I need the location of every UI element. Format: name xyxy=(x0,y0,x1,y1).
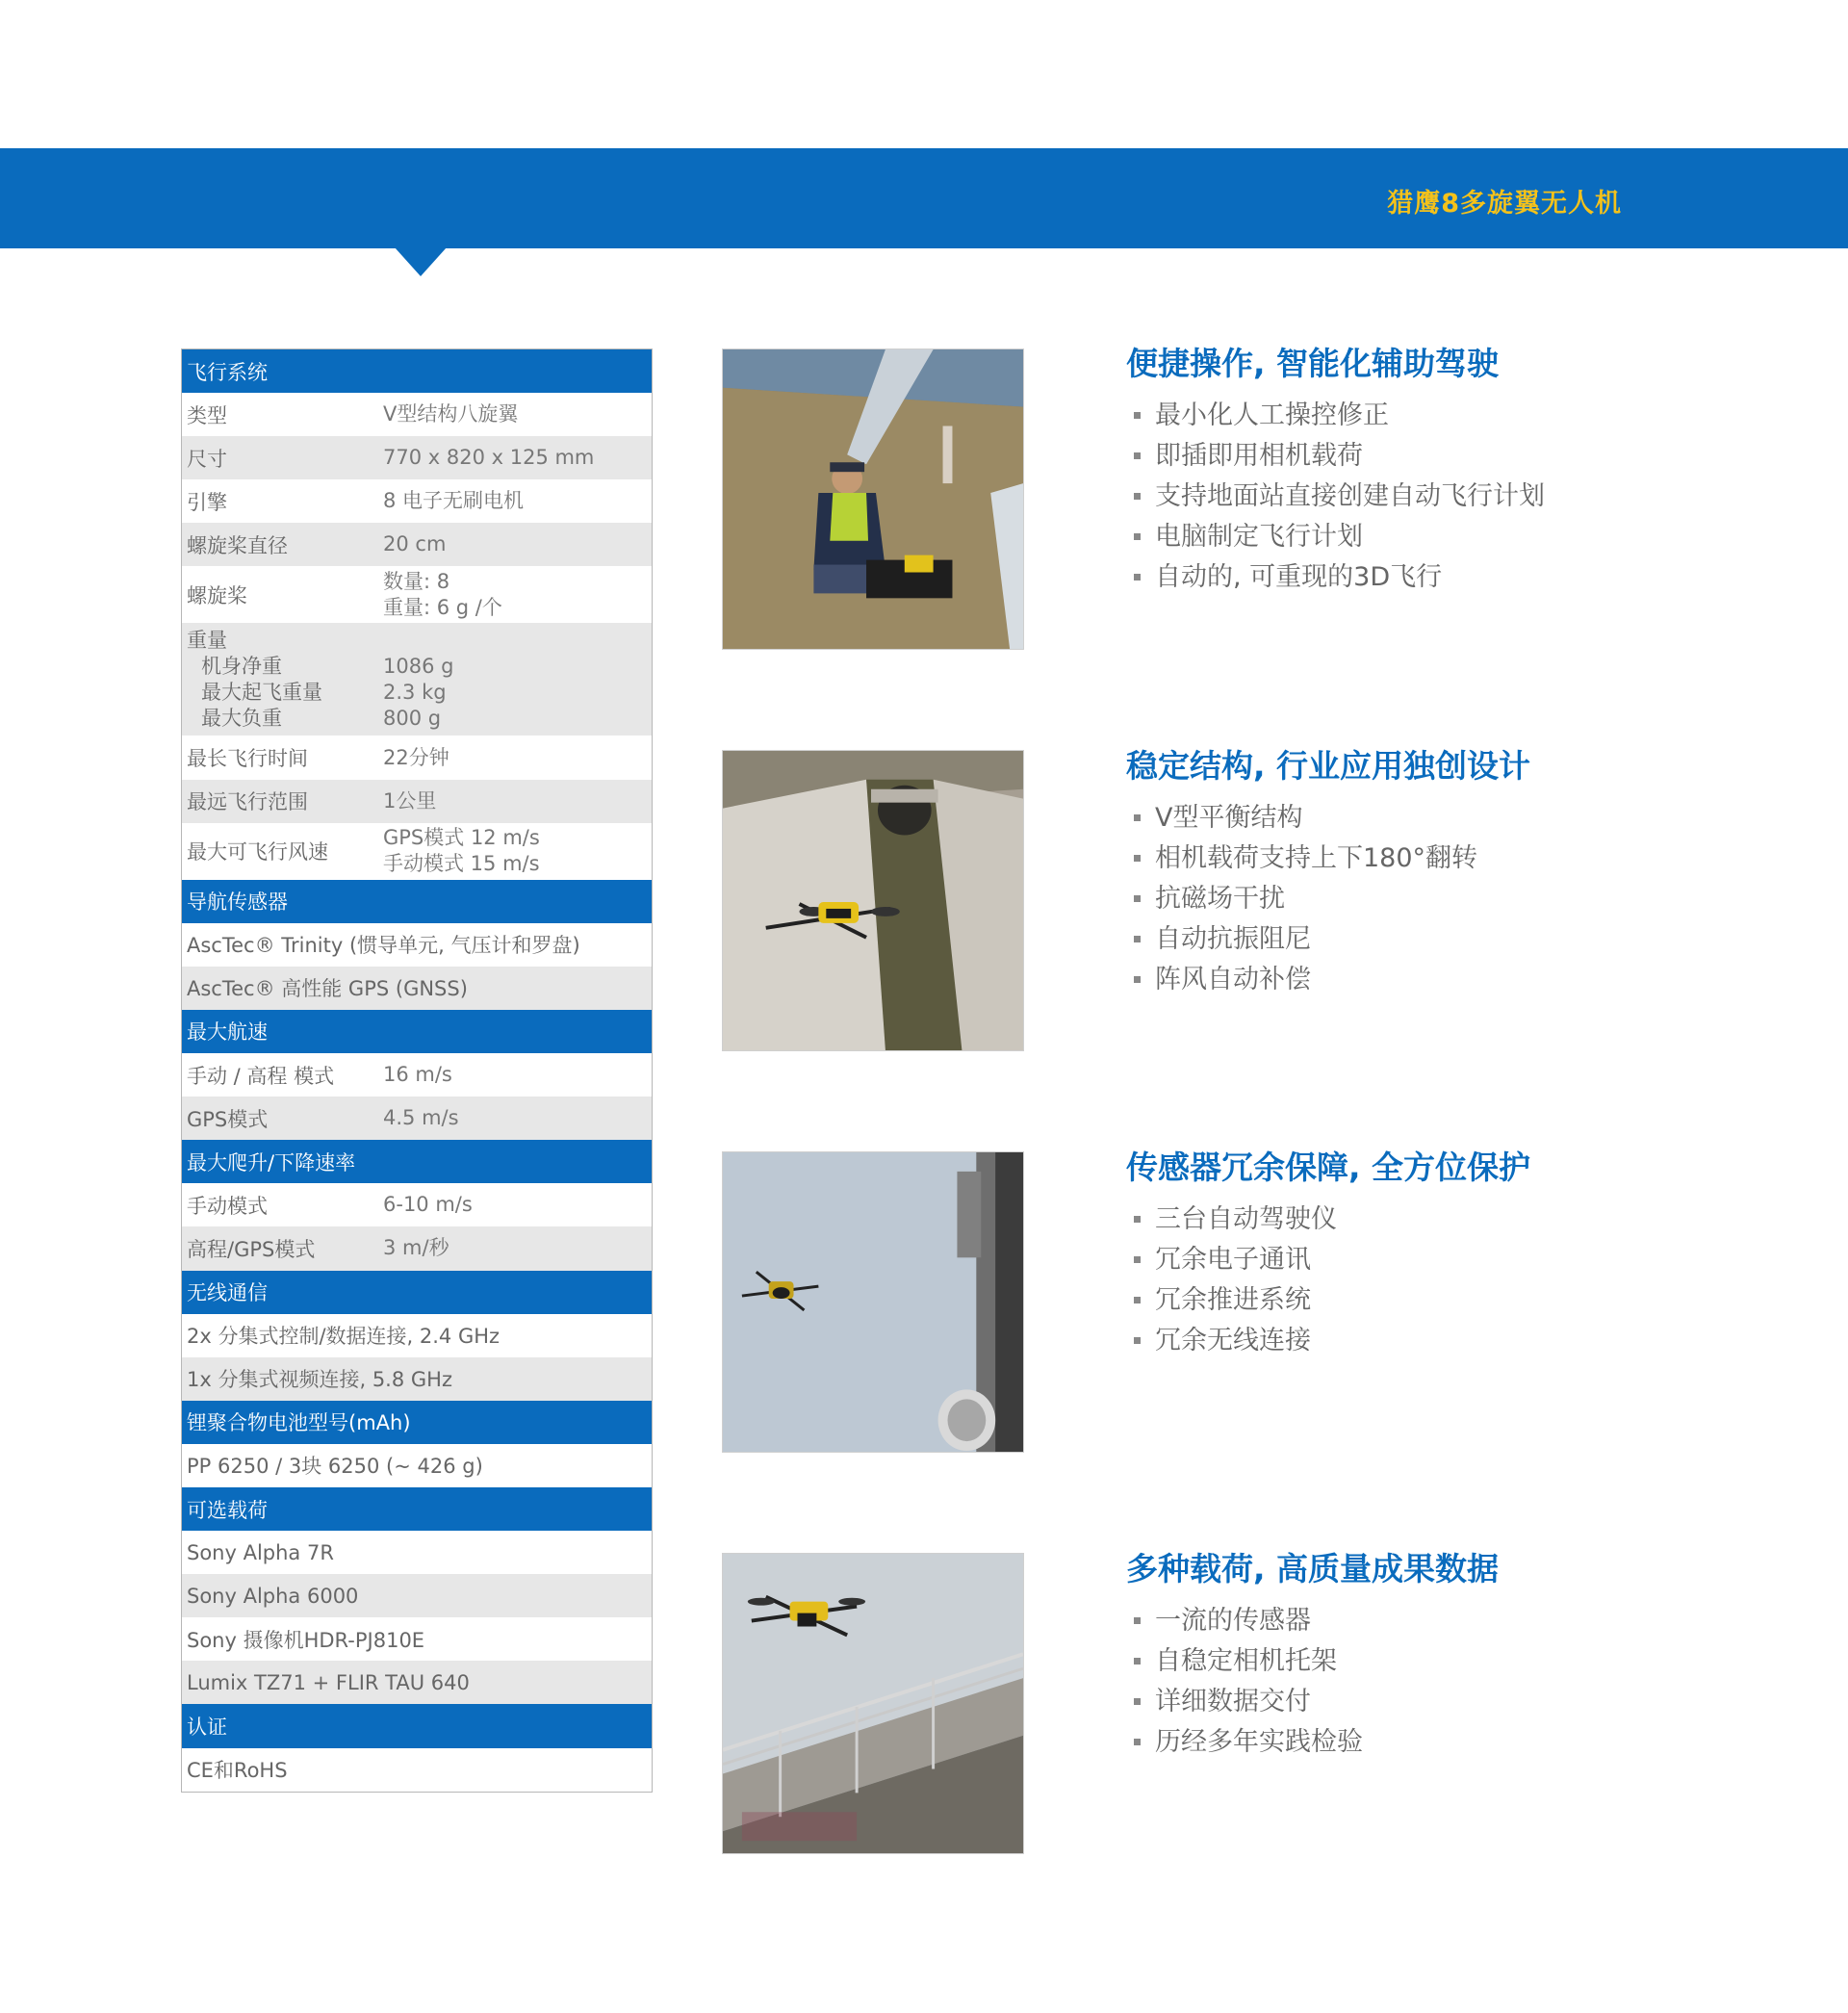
spec-key: 手动 / 高程 模式 xyxy=(187,1064,335,1088)
list-item: 即插即用相机载荷 xyxy=(1134,436,1742,477)
spec-value: V型结构八旋翼 xyxy=(383,402,519,426)
spec-value: 8 电子无刷电机 xyxy=(383,489,525,513)
spec-key: 高程/GPS模式 xyxy=(187,1237,316,1261)
spec-value: 770 x 820 x 125 mm xyxy=(383,446,595,470)
table-row xyxy=(182,1444,652,1487)
feature-title: 传感器冗余保障, 全方位保护 xyxy=(1126,1148,1531,1186)
section-header-climb: 最大爬升/下降速率 xyxy=(182,1140,652,1183)
table-row xyxy=(182,923,652,967)
list-item: 阵风自动补偿 xyxy=(1134,960,1742,1000)
table-row xyxy=(182,1574,652,1617)
list-item: 相机载荷支持上下180°翻转 xyxy=(1134,839,1742,879)
list-item: 冗余无线连接 xyxy=(1134,1321,1742,1361)
spec-key: 尺寸 xyxy=(187,447,227,471)
spec-key: 螺旋桨 xyxy=(187,583,247,607)
section-header-payload: 可选载荷 xyxy=(182,1487,652,1531)
table-row xyxy=(182,393,652,436)
section-header-speed: 最大航速 xyxy=(182,1010,652,1053)
photo-drone-canal xyxy=(722,750,1024,1051)
spec-value xyxy=(383,569,652,621)
spec-text: AscTec® Trinity (惯导单元, 气压计和罗盘) xyxy=(187,934,580,958)
spec-value-line: 手动模式 15 m/s xyxy=(383,852,540,876)
spec-value xyxy=(383,623,652,732)
table-row xyxy=(182,1617,652,1661)
list-item: 一流的传感器 xyxy=(1134,1601,1742,1641)
spec-value xyxy=(383,825,652,877)
spec-text: Sony Alpha 6000 xyxy=(187,1584,359,1608)
table-row xyxy=(182,1748,652,1792)
spec-value-line: 数量: 8 xyxy=(383,569,450,593)
feature-list xyxy=(1126,396,1742,598)
table-row xyxy=(182,1661,652,1704)
spec-subkey: 最大负重 xyxy=(201,707,282,731)
list-item: 最小化人工操控修正 xyxy=(1134,396,1742,436)
list-item: 三台自动驾驶仪 xyxy=(1134,1200,1742,1240)
banner-notch xyxy=(395,247,447,276)
list-item: 支持地面站直接创建自动飞行计划 xyxy=(1134,477,1742,517)
spec-key: 类型 xyxy=(187,403,227,427)
spec-text: CE和RoHS xyxy=(187,1759,288,1783)
spec-value: 22分钟 xyxy=(383,745,449,769)
spec-text: 1x 分集式视频连接, 5.8 GHz xyxy=(187,1368,452,1392)
list-item: 冗余推进系统 xyxy=(1134,1280,1742,1321)
table-row xyxy=(182,823,652,880)
section-header-cert: 认证 xyxy=(182,1704,652,1747)
table-row xyxy=(182,523,652,566)
spec-value: 20 cm xyxy=(383,532,447,556)
spec-value: 4.5 m/s xyxy=(383,1106,459,1130)
list-item: 抗磁场干扰 xyxy=(1134,879,1742,919)
table-row xyxy=(182,780,652,823)
list-item: 历经多年实践检验 xyxy=(1134,1722,1742,1763)
spec-value-line: 2.3 kg xyxy=(383,681,447,705)
spec-value-line: 800 g xyxy=(383,707,442,731)
spec-value: 3 m/秒 xyxy=(383,1236,449,1260)
feature-list xyxy=(1126,1601,1742,1763)
page-title: 猎鹰8多旋翼无人机 xyxy=(1387,189,1622,219)
table-row xyxy=(182,967,652,1010)
spec-value: 1公里 xyxy=(383,788,437,813)
spec-key: 手动模式 xyxy=(187,1194,268,1218)
spec-key: 最大可飞行风速 xyxy=(187,840,328,865)
spec-key-main: 重量 xyxy=(187,629,227,653)
spec-text: Sony 摄像机HDR-PJ810E xyxy=(187,1628,425,1652)
section-header-nav: 导航传感器 xyxy=(182,880,652,923)
list-item: 冗余电子通讯 xyxy=(1134,1240,1742,1280)
table-row xyxy=(182,1531,652,1574)
spec-value-line: GPS模式 12 m/s xyxy=(383,826,540,850)
table-row xyxy=(182,1097,652,1140)
list-item: 自动的, 可重现的3D飞行 xyxy=(1134,557,1742,598)
list-item: V型平衡结构 xyxy=(1134,798,1742,839)
table-row xyxy=(182,1226,652,1270)
spec-value-line: 重量: 6 g /个 xyxy=(383,595,502,619)
spec-key: 最长飞行时间 xyxy=(187,747,308,771)
table-row xyxy=(182,1314,652,1357)
spec-subkey: 机身净重 xyxy=(201,655,282,679)
photo-drone-tower xyxy=(722,1151,1024,1453)
section-header-flight: 飞行系统 xyxy=(182,349,652,393)
spec-key xyxy=(182,623,383,732)
feature-block-2 xyxy=(1126,741,1742,1000)
spec-text: Lumix TZ71 + FLIR TAU 640 xyxy=(187,1670,470,1694)
section-header-battery: 锂聚合物电池型号(mAh) xyxy=(182,1401,652,1444)
spec-value: 6-10 m/s xyxy=(383,1193,473,1217)
feature-title: 便捷操作, 智能化辅助驾驶 xyxy=(1126,345,1500,382)
table-row xyxy=(182,566,652,623)
spec-text: PP 6250 / 3块 6250 (~ 426 g) xyxy=(187,1455,483,1479)
table-row xyxy=(182,736,652,779)
list-item: 自稳定相机托架 xyxy=(1134,1641,1742,1682)
list-item: 自动抗振阻尼 xyxy=(1134,919,1742,960)
feature-list xyxy=(1126,1200,1742,1361)
table-row xyxy=(182,1357,652,1401)
feature-block-3 xyxy=(1126,1143,1742,1361)
spec-value: 16 m/s xyxy=(383,1063,452,1087)
table-row xyxy=(182,623,652,736)
section-header-wireless: 无线通信 xyxy=(182,1271,652,1314)
feature-list xyxy=(1126,798,1742,1000)
list-item: 电脑制定飞行计划 xyxy=(1134,517,1742,557)
spec-key: 螺旋桨直径 xyxy=(187,533,288,557)
spec-value-line: 1086 g xyxy=(383,655,454,679)
spec-subkey: 最大起飞重量 xyxy=(201,681,322,705)
table-row xyxy=(182,479,652,523)
photo-operator-field xyxy=(722,348,1024,650)
spec-text: Sony Alpha 7R xyxy=(187,1540,334,1564)
spec-table xyxy=(181,348,653,1793)
feature-title: 多种载荷, 高质量成果数据 xyxy=(1126,1550,1500,1587)
spec-key: 引擎 xyxy=(187,490,227,514)
spec-key: 最远飞行范围 xyxy=(187,790,308,814)
spec-text: 2x 分集式控制/数据连接, 2.4 GHz xyxy=(187,1325,500,1349)
list-item: 详细数据交付 xyxy=(1134,1682,1742,1722)
table-row xyxy=(182,1183,652,1226)
table-row xyxy=(182,1053,652,1097)
table-row xyxy=(182,436,652,479)
feature-block-4 xyxy=(1126,1544,1742,1763)
spec-text: AscTec® 高性能 GPS (GNSS) xyxy=(187,977,468,1001)
feature-block-1 xyxy=(1126,339,1742,598)
photo-drone-bridge xyxy=(722,1553,1024,1854)
spec-key: GPS模式 xyxy=(187,1107,269,1131)
feature-title: 稳定结构, 行业应用独创设计 xyxy=(1126,747,1531,785)
